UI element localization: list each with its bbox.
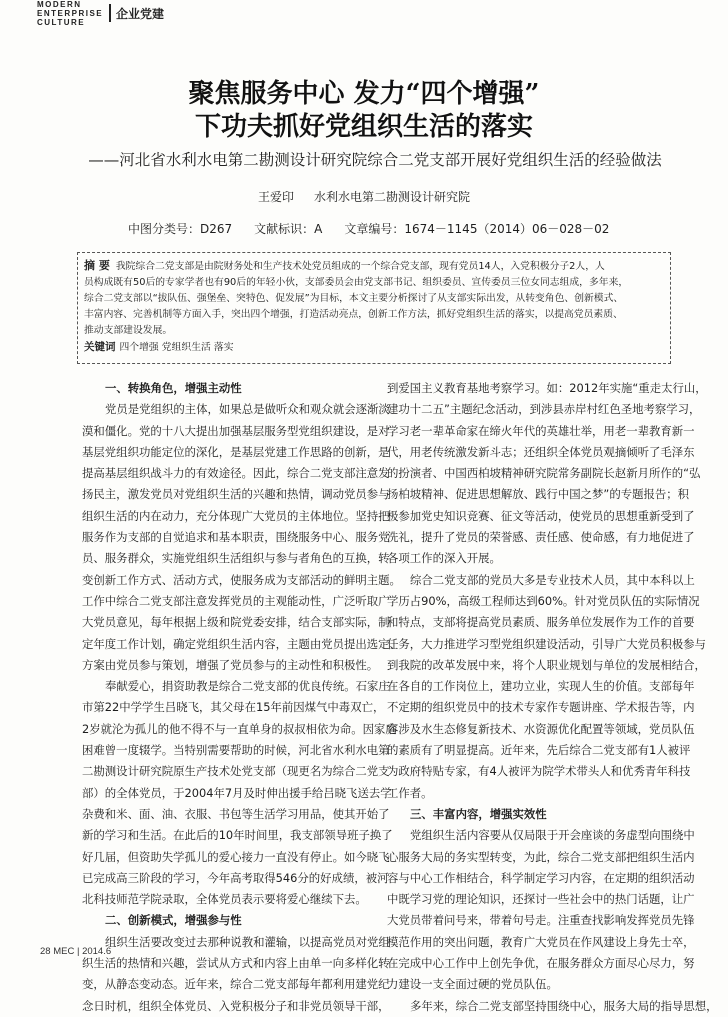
abstract-box	[77, 252, 671, 364]
abstract-line: 丰富内容、完善机制等方面入手，突出四个增强，打造活动亮点，创新工作方法，抓好党组织生活的落实，以提高党员素质、	[84, 309, 623, 320]
page-footer: 28 MEC | 2014.6	[40, 946, 112, 957]
body-text-line: 念日时机，组织全体党员、入党积极分子和非党员领导干部，	[82, 998, 390, 1013]
article-title-line-2: 下功夫抓好党组织生活的落实	[194, 112, 533, 142]
section-heading: 二、创新模式，增强参与性	[105, 913, 242, 928]
body-text-line: 力建设一支全面过硬的党员队伍。	[387, 977, 558, 992]
body-text-line: 多年来，综合二党支部坚持围绕中心，服务大局的指导思想，	[410, 998, 718, 1013]
abstract-label: 摘 要	[84, 259, 110, 272]
body-text-line: 组织生活要改变过去那种说教和灌输，以提高党员对党组	[105, 934, 390, 949]
section-heading: 一、转换角色，增强主动性	[105, 381, 242, 395]
body-text-line: 工作者。	[387, 785, 433, 800]
abstract-line: 员构成既有50后的专家学者也有90后的年轻小伙，支部委员会由党支部书记、组织委员、宣传委员三位女同志组成，多年来，	[84, 277, 629, 288]
body-column-right	[387, 378, 718, 1017]
body-text-line: 学习老一辈革命家在缔火年代的英雄壮举，用老一辈教育新一	[387, 423, 695, 438]
body-text-line: 极参加党史知识竞赛、征文等活动，使党员的思想重新受到了	[387, 508, 695, 523]
body-text-line: 已完成高三阶段的学习，今年高考取得546分的好成绩，被河	[82, 870, 389, 885]
article-subtitle: ——河北省水利水电第二勘测设计研究院综合二党支部开展好党组织生活的经验做法	[88, 151, 662, 169]
body-text-line: 基层党组织功能定位的深化，是基层党建工作思路的创新，是	[82, 444, 390, 459]
abstract-line: 推动支部建设发展。	[84, 325, 173, 336]
body-text-line: 代，用老传统激发新斗志；还组织全体党员观摘倾听了毛泽东	[387, 444, 695, 459]
article-title-line-1: 聚焦服务中心 发力“四个增强”	[188, 79, 540, 109]
body-text-line: 好几届，但资助失学孤儿的爱心接力一直没有停止。如今晓飞	[82, 849, 390, 864]
body-text-line: 北科技师范学院录取，全体党员表示要将爱心继续下去。	[82, 892, 367, 907]
body-text-line: 变，从静态变动态。近年来，综合二党支部每年都利用建党纪	[82, 977, 390, 992]
author-name: 王爱印	[257, 190, 294, 204]
body-column-left	[82, 378, 401, 1017]
body-text-line: 容与中心工作相结合，科学制定学习内容，在定期的组织活动	[387, 870, 695, 885]
body-text-line: 任务，大力推进学习型党组织建设活动，引导广大党员积极参与	[387, 636, 706, 651]
body-text-line: 综合二党支部的党员大多是专业技术人员，其中本科以上	[410, 572, 695, 587]
body-text-line: 织生活的热情和兴趣，尝试从方式和内容上由单一向多样化转	[82, 956, 390, 971]
body-text-line: 在完成中心工作中上创先争优，在服务群众方面尽心尽力，努	[387, 956, 695, 971]
body-text-line: 漠和僵化。党的十八大提出加强基层服务型党组织建设，是对	[82, 423, 390, 438]
brand-line-1: MODERN	[37, 0, 82, 9]
body-text-line: 定年度工作计划，确定党组织生活内容，主题由党员提出选定、	[82, 636, 401, 651]
body-text-line: 服务作为支部的自觉追求和基本职责，围绕服务中心、服务党	[82, 530, 390, 545]
body-text-line: 到爱国主义教育基地考察学习。如：2012年实施“重走太行山，	[387, 381, 707, 395]
body-text-line: 容涉及水生态修复新技术、水资源优化配置等领域，党员队伍	[387, 721, 695, 736]
body-text-line: 为政府特贴专家，有4人被评为院学术带头人和优秀青年科技	[387, 764, 691, 779]
body-text-line: 中既学习党的理论知识，还探讨一些社会中的热门话题，让广	[387, 892, 695, 907]
article-number: 文章编号：1674－1145（2014）06－028－02	[344, 222, 610, 236]
body-text-line: 在各自的工作岗位上，建功立业，实现人生的价值。支部每年	[387, 679, 695, 694]
body-text-line: 党组织生活内容要从仅局限于开会座谈的务虚型向围绕中	[410, 828, 695, 843]
body-text-line: 洗礼，提升了党员的荣誉感、责任感、使命感，有力地促进了	[387, 530, 695, 545]
body-text-line: 和特点，支部将提高党员素质、服务单位发展作为工作的首要	[387, 615, 695, 630]
brand-line-2: ENTERPRISE	[37, 9, 104, 18]
body-text-line: 不定期的组织党员中的技术专家作专题讲座、学术报告等，内	[387, 700, 695, 715]
body-text-line: 心服务大局的务实型转变，为此，综合二党支部把组织生活内	[387, 849, 695, 864]
body-text-line: 党员是党组织的主体，如果总是做听众和观众就会逐渐淡	[105, 402, 390, 417]
abstract-line	[84, 258, 664, 275]
body-text-line: 工作中综合二党支部注意发挥党员的主观能动性，广泛听取广	[82, 593, 390, 608]
body-text-line: 新的学习和生活。在此后的10年时间里，我支部领导班子换了	[82, 828, 393, 843]
body-text-line: 大党员意见，每年根据上级和院党委安排，结合支部实际，制	[82, 615, 390, 630]
clc-number: 中图分类号：D267	[128, 222, 233, 236]
body-text-line: 大党员带着问号来，带着句号走。注重查找影响发挥党员先锋	[387, 913, 695, 928]
keywords-text: 四个增强 党组织生活 落实	[119, 342, 234, 353]
body-text-line: 的素质有了明显提高。近年来，先后综合二党支部有1人被评	[387, 743, 691, 758]
body-text-line: 扬民主，激发党员对党组织生活的兴趣和热情，调动党员参与	[82, 487, 390, 502]
body-text-line: 员、服务群众，实施党组织生活组织与参与者角色的互换，转	[82, 551, 390, 566]
author-line	[0, 188, 728, 205]
journal-header	[37, 0, 237, 26]
body-text-line: 扬柏坡精神、促进思想解放、践行中国之梦”的专题报告；积	[387, 487, 690, 502]
body-text-line: 组织生活的内在动力，充分体现广大党员的主体地位。坚持把	[82, 508, 390, 523]
body-text-line: 模范作用的突出问题，教育广大党员在作风建设上身先士卒，	[387, 934, 695, 949]
brand-line-3: CULTURE	[37, 18, 86, 27]
keywords-label: 关键词	[84, 341, 116, 353]
body-text-line: 困难曾一度辍学。当特别需要帮助的时候，河北省水利水电第	[82, 743, 390, 758]
body-text-line: 学历占90%，高级工程师达到60%。针对党员队伍的实际情况	[387, 593, 700, 608]
doc-code: 文献标识：A	[254, 222, 323, 236]
body-text-line: 各项工作的深入开展。	[387, 551, 501, 566]
body-text-line: 奉献爱心，捐资助教是综合二党支部的优良传统。石家庄	[105, 679, 390, 694]
body-text-line: 提高基层组织战斗力的有效途径。因此，综合二党支部注意发	[82, 466, 390, 481]
body-text-line: 二勘测设计研究院原生产技术处党支部（现更名为综合二党支	[82, 764, 390, 779]
article-meta	[128, 220, 648, 237]
author-affiliation: 水利水电第二勘测设计研究院	[314, 190, 471, 204]
body-text-line: 建功十二五”主题纪念活动，到涉县赤岸村红色圣地考察学习，	[387, 402, 701, 417]
keywords-line	[84, 339, 664, 356]
body-text-line: 的扮演者、中国西柏坡精神研究院常务副院长赵新月所作的“弘	[387, 466, 701, 481]
section-heading: 三、丰富内容，增强实效性	[410, 806, 547, 821]
body-text-line: 杂费和米、面、油、衣服、书包等生活学习用品，使其开始了	[82, 806, 390, 821]
abstract-line: 综合二党支部以“拔队伍、强堡垒、突特色、促发展”为目标，本文主要分析探讨了从支部实际出发，从转变角色、创新模式、	[84, 293, 624, 304]
body-text-line: 方案由党员参与策划，增强了党员参与的主动性和积极性。	[82, 657, 379, 672]
body-text-line: 2岁就沦为孤儿的他不得不与一直单身的叔叔相依为命。因家庭	[82, 721, 397, 736]
abstract-text: 我院综合二党支部是由院财务处和生产技术处党员组成的一个综合党支部，现有党员14人，入党积极分子2人，人	[115, 261, 605, 272]
section-label: 企业党建	[116, 7, 165, 21]
body-text-line: 部）的全体党员，于2004年7月及时伸出援手给吕晓飞送去学	[82, 785, 392, 800]
body-text-line: 市第22中学学生吕晓飞，其父母在15年前因煤气中毒双亡，	[82, 700, 385, 715]
header-divider	[109, 4, 111, 22]
body-text-line: 到我院的改革发展中来，将个人职业规划与单位的发展相结合，	[387, 657, 706, 672]
body-text-line: 变创新工作方式、活动方式，使服务成为支部活动的鲜明主题。	[82, 572, 401, 587]
